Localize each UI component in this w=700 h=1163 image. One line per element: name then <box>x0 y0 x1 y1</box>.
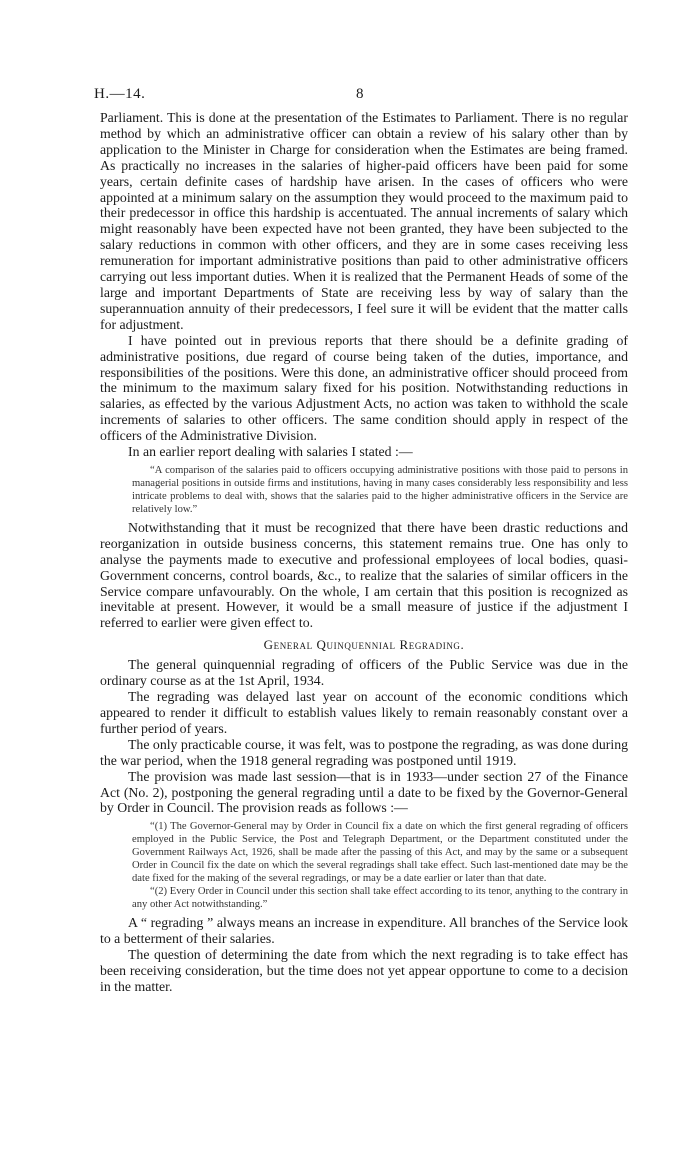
paragraph-regrading-meaning: A “ regrading ” always means an increase in expenditure. All branches of the Service look to a betterment of their salaries. <box>100 915 628 947</box>
paragraph-earlier-report: In an earlier report dealing with salaries I stated :— <box>128 444 413 460</box>
quotation-clause-2: “(2) Every Order in Council under this section shall take effect according to its tenor, anything to the contrary in any other Act notwithstanding.” <box>132 886 628 911</box>
paragraph-notwithstanding: Notwithstanding that it must be recognized that there have been drastic reductions and reorganization in outside business concerns, this statement remains true. One has only to analyse the payments made to executive and professional employees of local bodies, quasi-Government concerns, control boards, &c., to realize that the salaries of similar officers in the Service compare unfavourably. On the whole, I am certain that this position is recognized as inevitable at present. However, it would be a small measure of justice if the adjustment I referred to earlier were given effect to. <box>100 519 628 631</box>
paragraph-grading: I have pointed out in previous reports that there should be a definite grading of administrative positions, due regard of course being taken of the duties, importance, and responsibilities of the positions. Were this done, an administrative officer should proceed from the minimum to the maximum salary fixed for his position. Notwithstanding reductions in salaries, as effected by the various Adjustment Acts, no action was taken to withhold the scale increments of salaries to other officers. The same condition should apply in respect of the officers of the Administrative Division. <box>100 332 628 444</box>
paragraph-delayed: The regrading was delayed last year on account of the economic conditions which appeared to render it difficult to establish values likely to remain reasonably constant over a further period of years. <box>100 689 628 736</box>
quotation-salaries <box>132 464 628 516</box>
paragraph-continued: Parliament. This is done at the presentation of the Estimates to Parliament. There is no regular method by which an administrative officer can obtain a review of his salary other than by application to the Minister in Charge for consideration when the Estimates are being framed. As practically no increases in the salaries of higher-paid officers have been paid for some years, certain definite cases of hardship have arisen. In the cases of officers who were appointed at a minimum salary on the assumption they would proceed to the maximum paid to their predecessor in office this hardship is accentuated. The annual increments of salary which might reasonably have been expected have not been granted, they have been subjected to the salary reductions in common with other officers, and they are in some cases receiving less remuneration for important administrative positions than paid to other administrative officers carrying out less important duties. When it is realized that the Permanent Heads of some of the large and important Departments of State are receiving less by way of salary than the superannuation annuity of their predecessors, I feel sure it will be evident that the matter calls for adjustment. <box>100 110 628 332</box>
paragraph-postpone: The only practicable course, it was felt, was to postpone the regrading, as was done during the war period, when the 1918 general regrading was postponed until 1919. <box>100 736 628 768</box>
section-heading: General Quinquennial Regrading. <box>263 637 465 653</box>
page-header <box>94 86 634 106</box>
quotation-provision <box>132 820 628 911</box>
document-code: H.—14. <box>94 86 146 102</box>
paragraph-quinquennial: The general quinquennial regrading of officers of the Public Service was due in the ordinary course as at the 1st April, 1934. <box>100 657 628 689</box>
paragraph-question: The question of determining the date from which the next regrading is to take effect has been receiving consideration, but the time does not yet appear opportune to come to a decision in the matter. <box>100 947 628 994</box>
quotation-text: “A comparison of the salaries paid to officers occupying administrative positions with those paid to persons in managerial positions in outside firms and institutions, having in many cases considerably less responsibility and less intricate problems to deal with, shows that the salaries paid to the higher administrative officers in the Service are relatively low.” <box>132 464 628 515</box>
quotation-clause-1: “(1) The Governor-General may by Order in Council fix a date on which the first general regrading of officers employed in the Public Service, the Post and Telegraph Department, or the Department constituted under the Government Railways Act, 1926, shall be made after the passing of this Act, and may by the same or a subsequent Order in Council fix the date on which the several regradings shall take effect. Such last-mentioned date may be the date fixed for the making of the several regradings, or may be a date earlier or later than that date. <box>132 821 628 885</box>
paragraph-provision: The provision was made last session—that is in 1933—under section 27 of the Finance Act (No. 2), postponing the general regrading until a date to be fixed by the Governor-General by Order in Council. The provision reads as follows :— <box>100 768 628 816</box>
page-number: 8 <box>356 86 364 102</box>
page-body <box>100 110 628 995</box>
